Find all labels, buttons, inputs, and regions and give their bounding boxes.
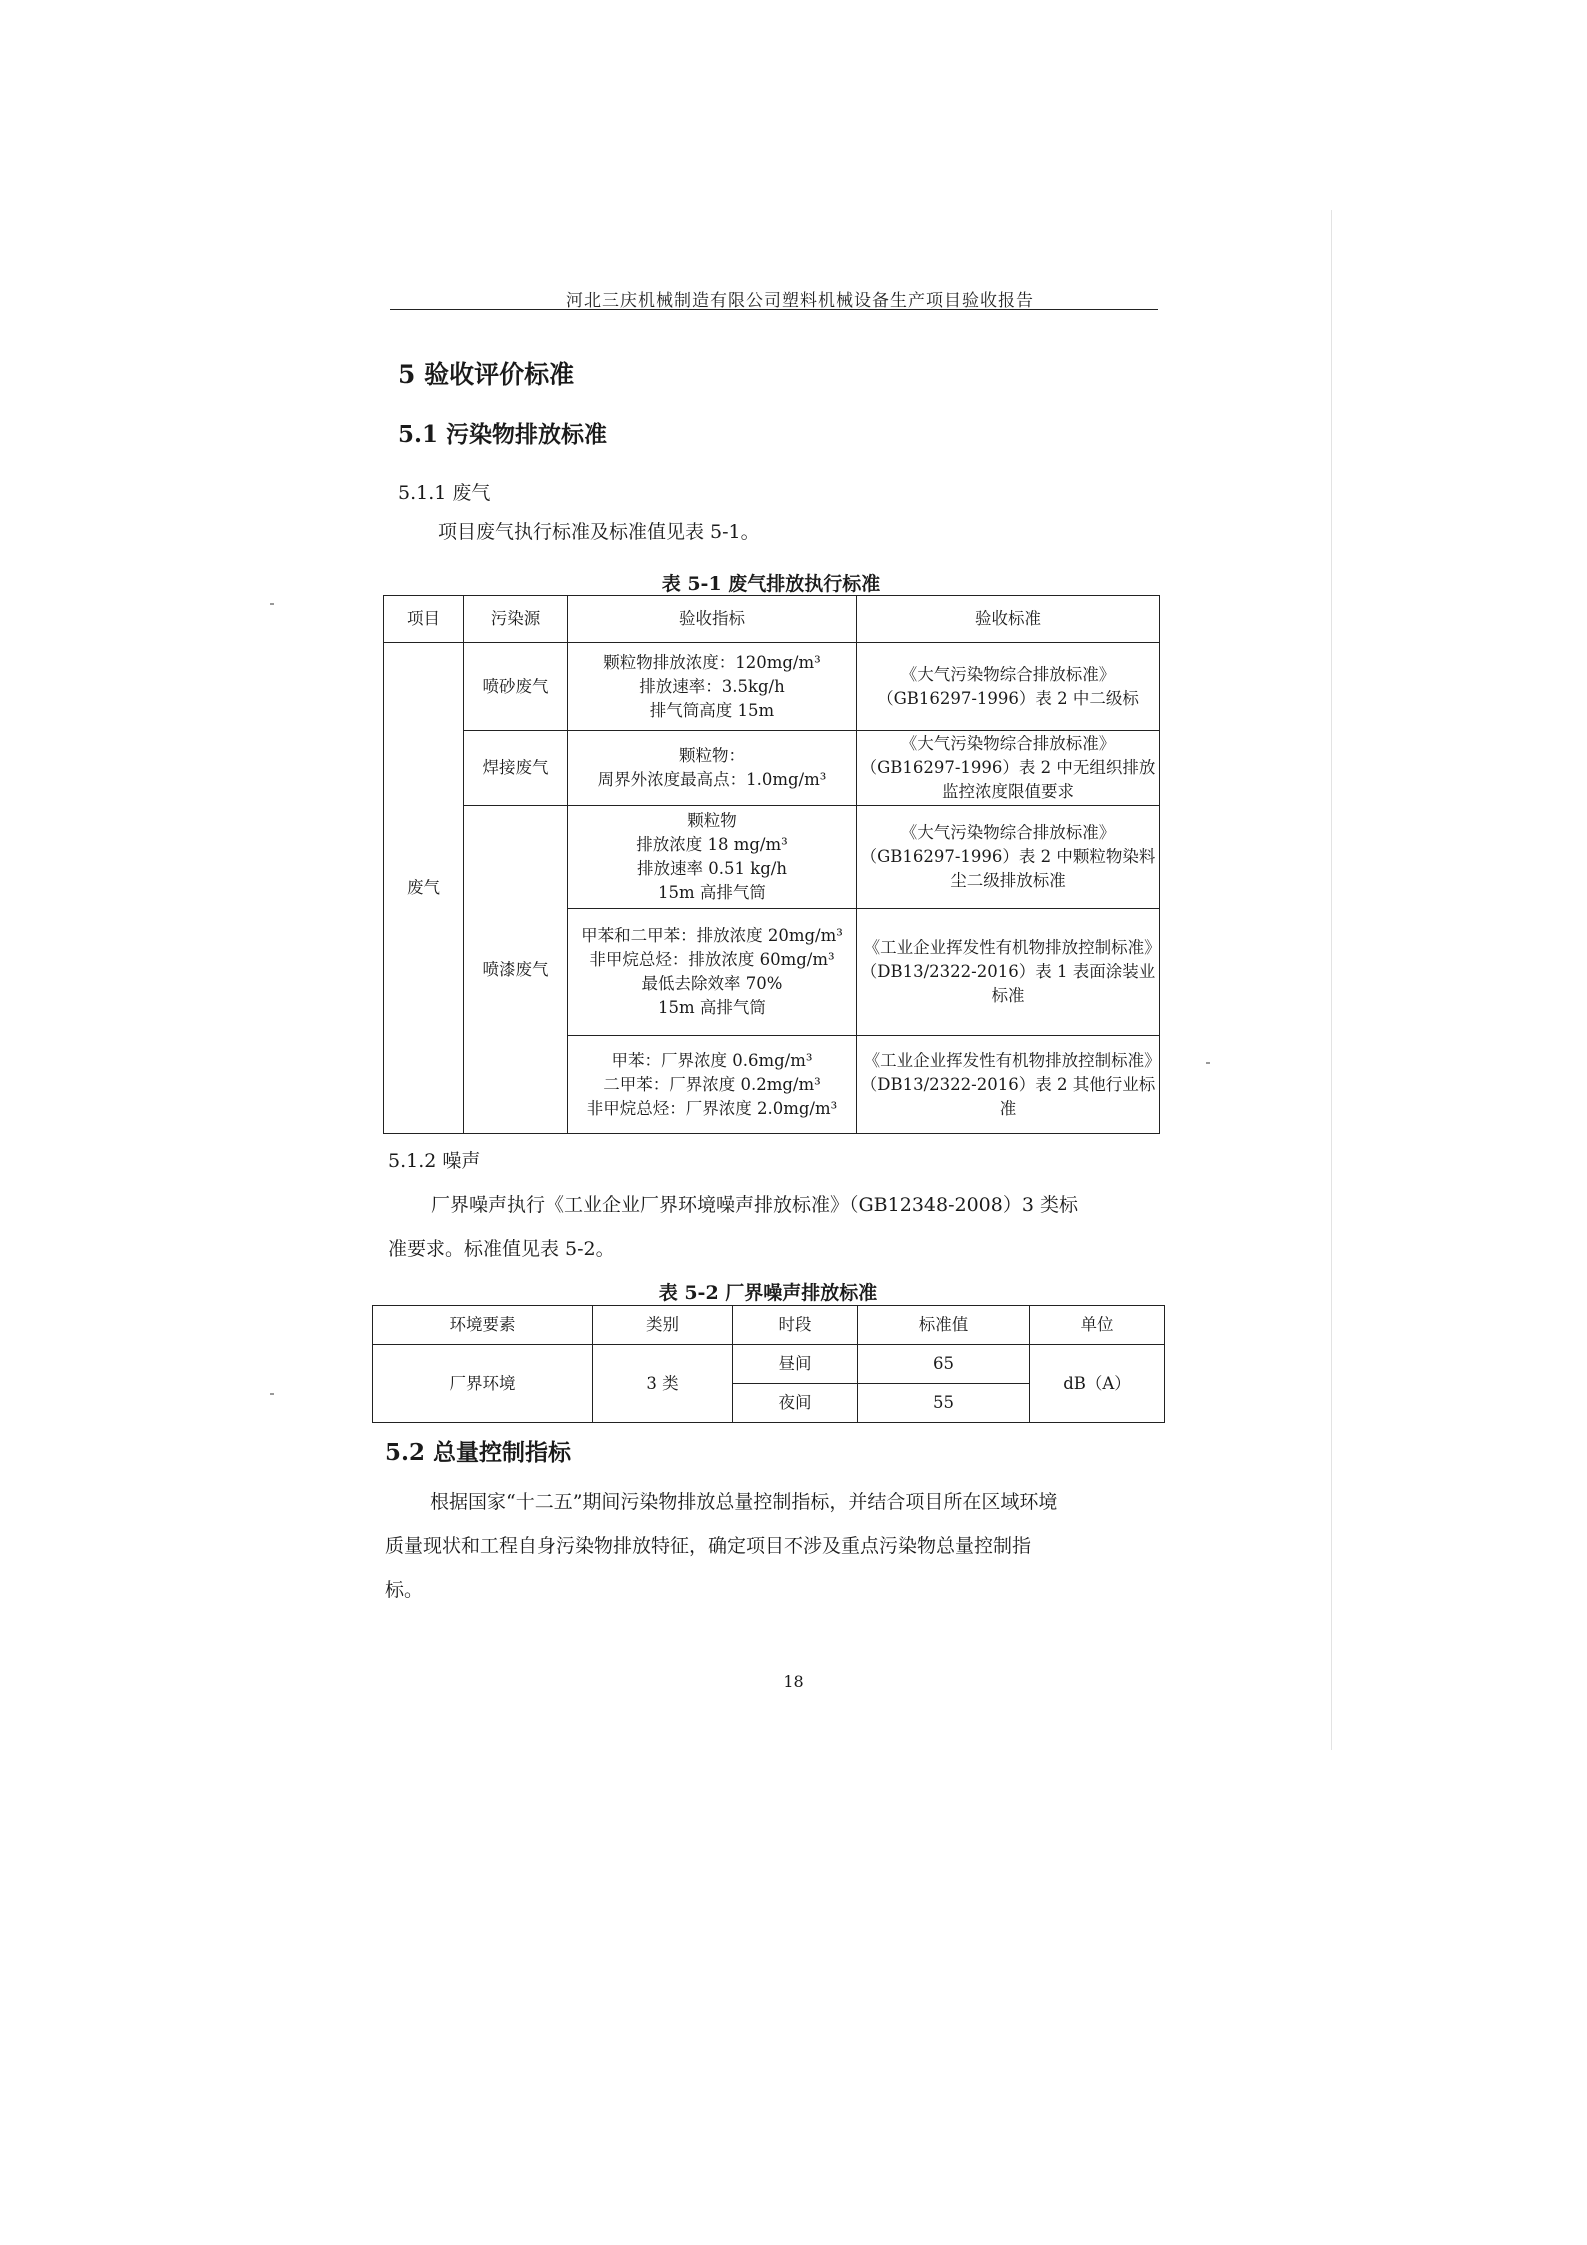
table-5-1-caption: 表 5-1 废气排放执行标准 xyxy=(661,573,881,595)
category-cell: 废气 xyxy=(384,643,464,1134)
unit-cell: dB（A） xyxy=(1030,1345,1165,1423)
noise-para-line-2: 准要求。标准值见表 5-2。 xyxy=(388,1238,615,1260)
period-cell: 昼间 xyxy=(733,1345,858,1384)
section-5-title: 5 验收评价标准 xyxy=(398,360,575,389)
class-cell: 3 类 xyxy=(593,1345,733,1423)
table-row xyxy=(384,731,1160,806)
source-cell: 喷砂废气 xyxy=(464,643,568,731)
scan-speck xyxy=(270,603,274,605)
section-5-1-1-title: 5.1.1 废气 xyxy=(398,482,491,504)
section-5-1-2-title: 5.1.2 噪声 xyxy=(388,1150,481,1172)
standard-cell: 《大气污染物综合排放标准》 （GB16297-1996）表 2 中无组织排放监控浓度限值要求 xyxy=(857,731,1160,806)
indicator-cell: 甲苯和二甲苯：排放浓度 20mg/m³ 非甲烷总烃：排放浓度 60mg/m³ 最低去除效率 70% 15m 高排气筒 xyxy=(568,909,857,1036)
table-header-cell: 项目 xyxy=(384,596,464,643)
table-header-cell: 单位 xyxy=(1030,1306,1165,1345)
value-cell: 65 xyxy=(858,1345,1030,1384)
page-number: 18 xyxy=(783,1672,804,1691)
table-row xyxy=(384,643,1160,731)
table-5-2-caption: 表 5-2 厂界噪声排放标准 xyxy=(658,1282,878,1304)
running-header: 河北三庆机械制造有限公司塑料机械设备生产项目验收报告 xyxy=(566,291,1034,311)
indicator-cell: 颗粒物： 周界外浓度最高点：1.0mg/m³ xyxy=(568,731,857,806)
indicator-cell: 甲苯：厂界浓度 0.6mg/m³ 二甲苯：厂界浓度 0.2mg/m³ 非甲烷总烃：厂界浓度 2.0mg/m³ xyxy=(568,1036,857,1134)
value-cell: 55 xyxy=(858,1384,1030,1423)
table-header-cell: 验收指标 xyxy=(568,596,857,643)
scan-speck xyxy=(1206,1062,1210,1064)
table-header-cell: 时段 xyxy=(733,1306,858,1345)
table-5-2 xyxy=(372,1305,1165,1423)
standard-cell: 《大气污染物综合排放标准》 （GB16297-1996）表 2 中二级标 xyxy=(857,643,1160,731)
period-cell: 夜间 xyxy=(733,1384,858,1423)
scan-edge-line xyxy=(1331,210,1332,1750)
indicator-cell: 颗粒物 排放浓度 18 mg/m³ 排放速率 0.51 kg/h 15m 高排气筒 xyxy=(568,806,857,909)
source-cell: 焊接废气 xyxy=(464,731,568,806)
scan-speck xyxy=(270,1393,274,1395)
noise-para-line-1: 厂界噪声执行《工业企业厂界环境噪声排放标准》（GB12348-2008）3 类标 xyxy=(431,1194,1078,1216)
table-header-cell: 类别 xyxy=(593,1306,733,1345)
indicator-cell: 颗粒物排放浓度：120mg/m³ 排放速率：3.5kg/h 排气筒高度 15m xyxy=(568,643,857,731)
table-5-1-intro: 项目废气执行标准及标准值见表 5-1。 xyxy=(438,521,760,543)
table-header-row xyxy=(384,596,1160,643)
standard-cell: 《工业企业挥发性有机物排放控制标准》（DB13/2322-2016）表 1 表面涂装业标准 xyxy=(857,909,1160,1036)
source-cell: 喷漆废气 xyxy=(464,806,568,1134)
table-header-cell: 环境要素 xyxy=(373,1306,593,1345)
table-row xyxy=(384,806,1160,909)
table-header-cell: 标准值 xyxy=(858,1306,1030,1345)
standard-cell: 《工业企业挥发性有机物排放控制标准》（DB13/2322-2016）表 2 其他行业标准 xyxy=(857,1036,1160,1134)
standard-cell: 《大气污染物综合排放标准》 （GB16297-1996）表 2 中颗粒物染料尘二级排放标准 xyxy=(857,806,1160,909)
header-rule xyxy=(390,309,1158,310)
table-header-row xyxy=(373,1306,1165,1345)
table-header-cell: 验收标准 xyxy=(857,596,1160,643)
element-cell: 厂界环境 xyxy=(373,1345,593,1423)
section-5-1-title: 5.1 污染物排放标准 xyxy=(398,421,608,448)
section-5-2-title: 5.2 总量控制指标 xyxy=(385,1439,572,1466)
table-header-cell: 污染源 xyxy=(464,596,568,643)
total-control-para-line-2: 质量现状和工程自身污染物排放特征，确定项目不涉及重点污染物总量控制指 xyxy=(385,1535,1032,1557)
table-row xyxy=(373,1345,1165,1384)
total-control-para-line-1: 根据国家“十二五”期间污染物排放总量控制指标，并结合项目所在区域环境 xyxy=(430,1491,1058,1513)
total-control-para-line-3: 标。 xyxy=(385,1579,424,1601)
table-5-1 xyxy=(383,595,1160,1134)
